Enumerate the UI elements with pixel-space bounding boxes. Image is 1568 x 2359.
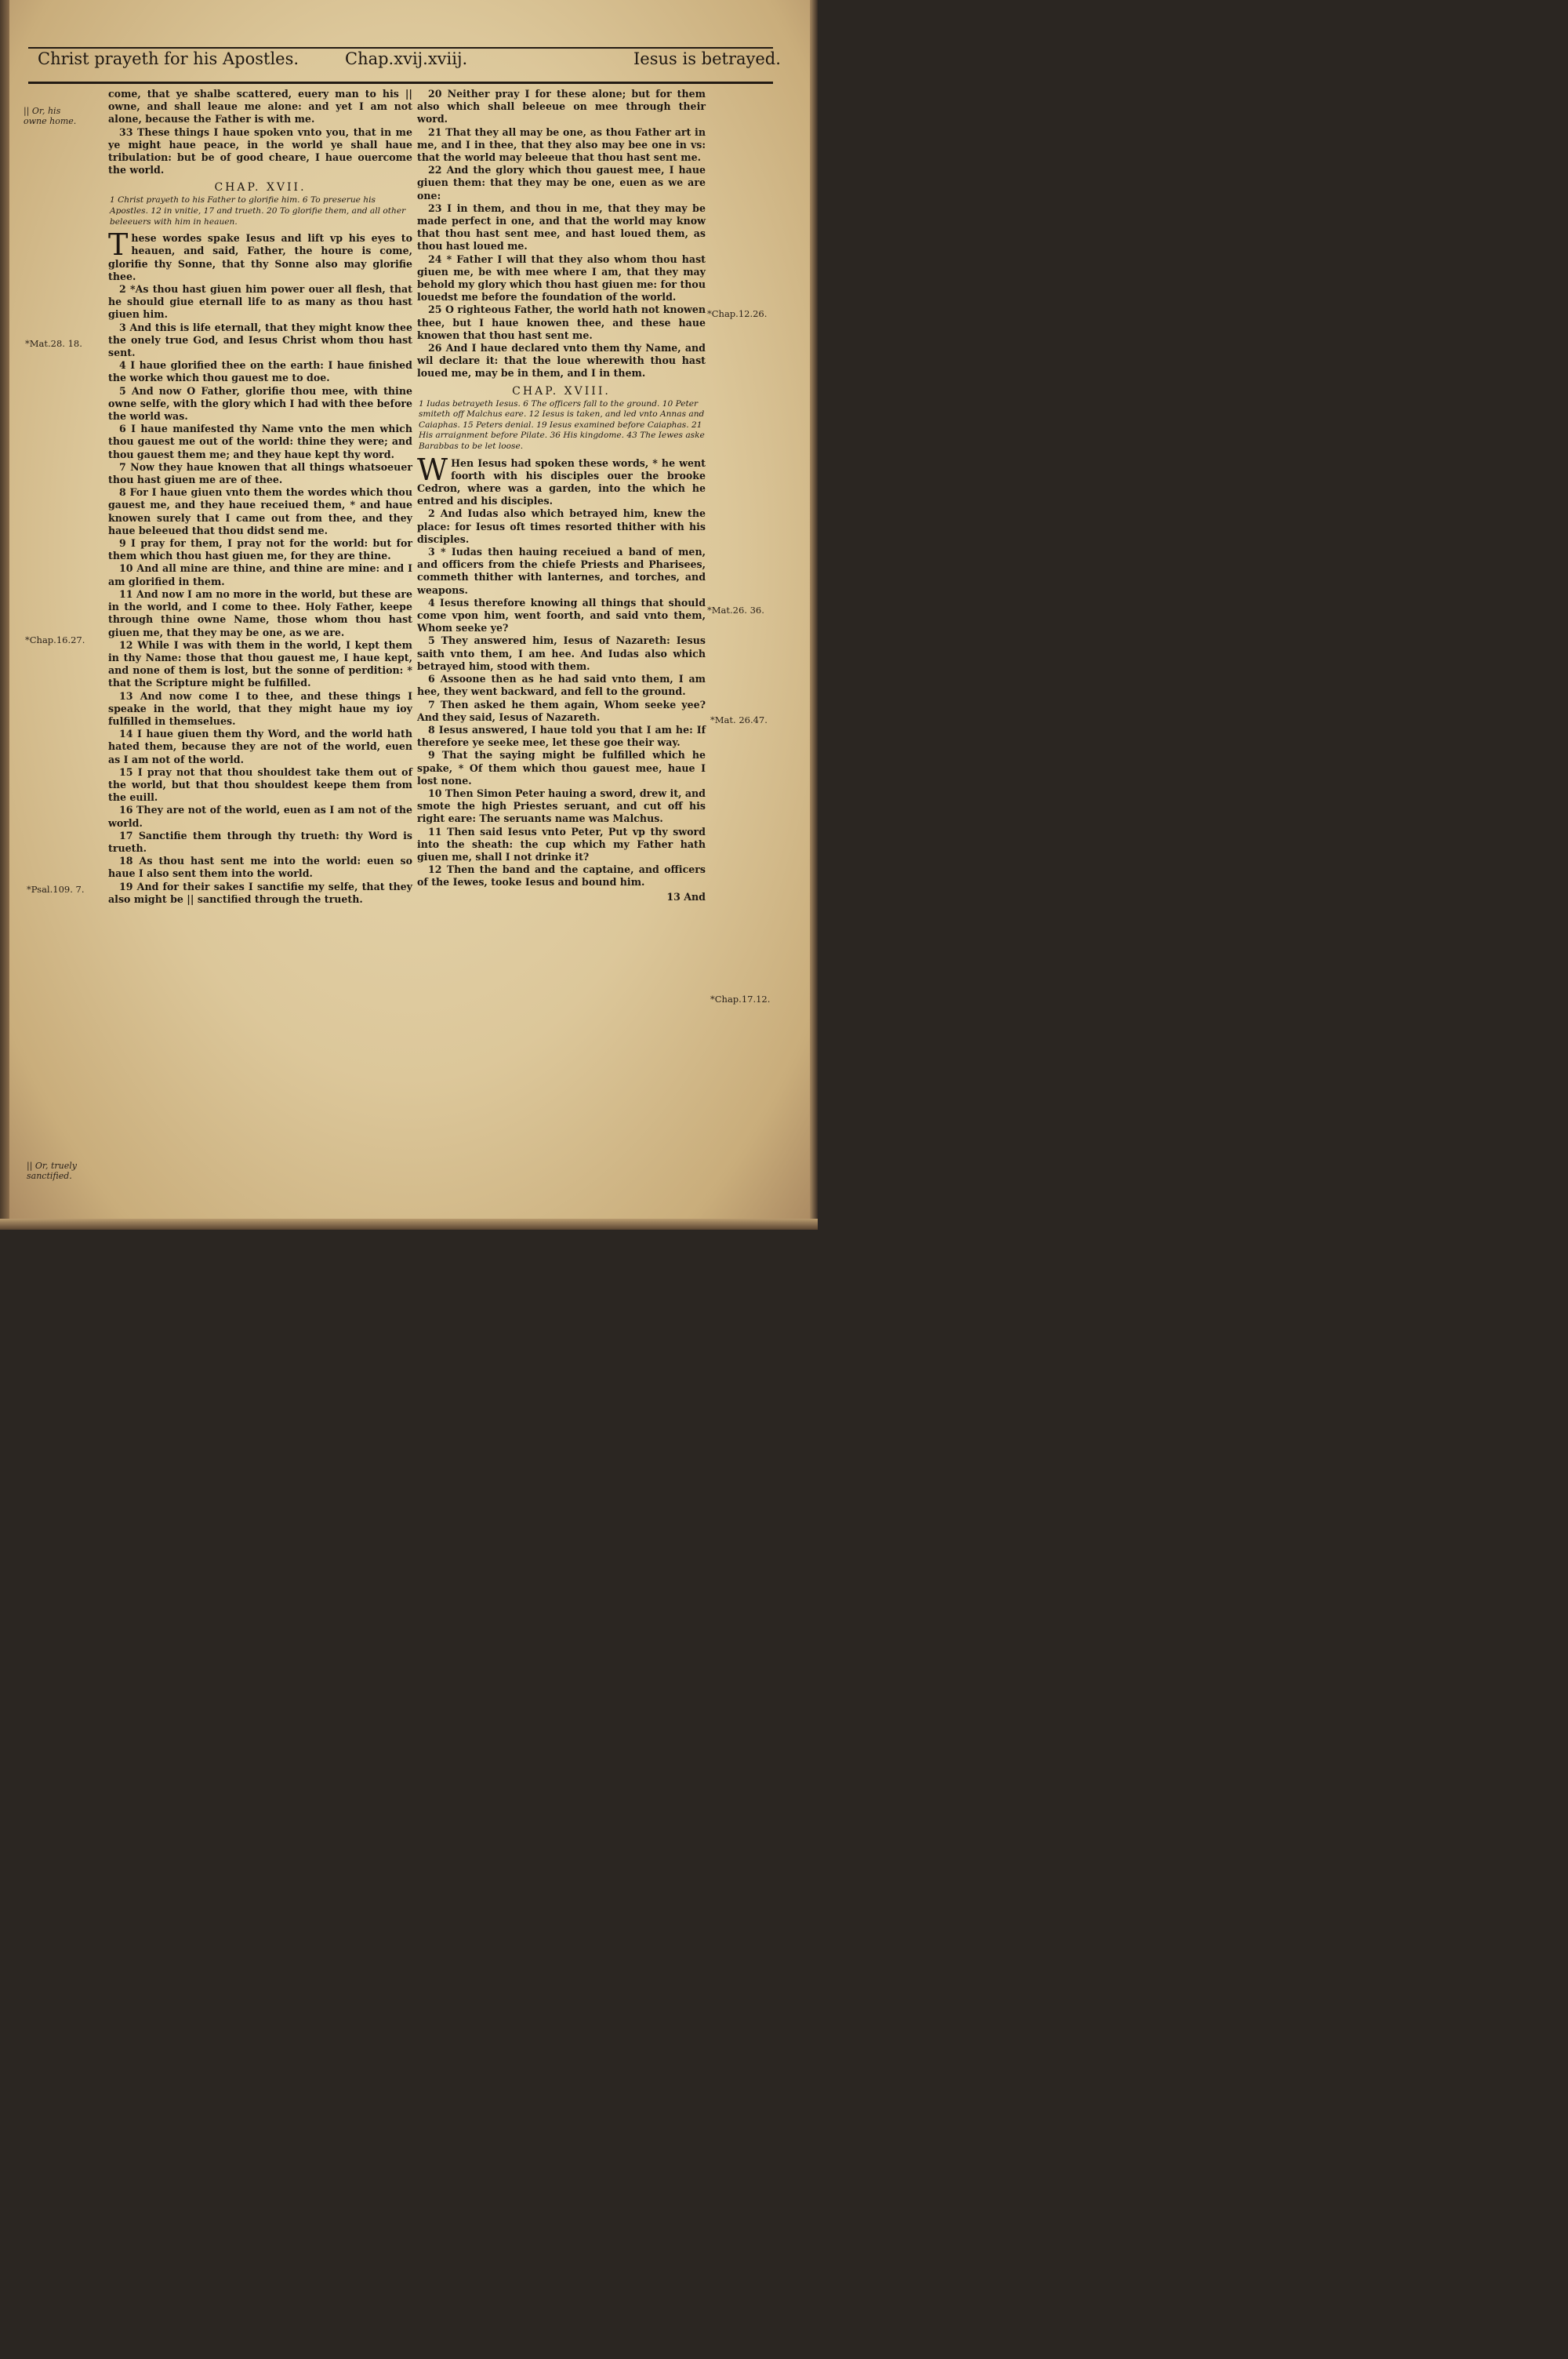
verse: 9 That the saying might be fulfilled which he spake, * Of them which thou gauest mee, haue I lost none. [417, 749, 706, 787]
verse: 22 And the glory which thou gauest mee, I haue giuen them: that they may be one, euen as we are one: [417, 164, 706, 202]
verse: 16 They are not of the world, euen as I am not of the world. [108, 804, 412, 829]
margin-note: *Psal.109. 7. [27, 884, 85, 895]
verse: 12 Then the band and the captaine, and officers of the Iewes, tooke Iesus and bound him. [417, 863, 706, 889]
header-rule-bottom [28, 82, 773, 84]
margin-note: *Mat.26. 36. [707, 605, 764, 616]
verse: 6 Assoone then as he had said vnto them, I am hee, they went backward, and fell to the ground. [417, 673, 706, 698]
catchword: 13 And [666, 890, 706, 903]
margin-note: *Mat. 26.47. [710, 714, 768, 725]
margin-note: || Or, truely sanctified. [27, 1161, 77, 1181]
verse: 33 These things I haue spoken vnto you, that in me ye might haue peace, in the world ye shall haue tribulation: but be of good cheare, I haue ouercome the world. [108, 125, 412, 176]
verse: 21 That they all may be one, as thou Father art in me, and I in thee, that they also may bee one in vs: that the world may beleeue that thou hast sent me. [417, 125, 706, 164]
right-column [417, 88, 706, 903]
margin-note: || Or, his owne home. [24, 106, 77, 126]
verse: 14 I haue giuen them thy Word, and the world hath hated them, because they are not of the world, euen as I am not of the world. [108, 728, 412, 765]
verse: 11 And now I am no more in the world, but these are in the world, and I come to thee. Holy Father, keepe through thine owne Name, those whom thou hast giuen me, that they may be one, as we are. [108, 587, 412, 638]
verse: 24 * Father I will that they also whom thou hast giuen me, be with mee where I am, that they may behold my glory which thou hast giuen me: for thou louedst me before the foundation of the world. [417, 253, 706, 304]
page-edge-left [0, 0, 9, 1230]
verse: 12 While I was with them in the world, I kept them in thy Name: those that thou gauest me, I haue kept, and none of them is lost, but the sonne of perdition: * that the Scripture might be fulfilled. [108, 638, 412, 689]
verse: hese wordes spake Iesus and lift vp his eyes to heauen, and said, Father, the houre is come, glorifie thy Sonne, that thy Sonne also may glorifie thee. [108, 232, 412, 282]
verse: 23 I in them, and thou in me, that they may be made perfect in one, and that the world may know that thou hast sent mee, and hast loued them, as thou hast loued me. [417, 202, 706, 253]
verse: 3 And this is life eternall, that they might know thee the onely true God, and Iesus Christ whom thou hast sent. [108, 321, 412, 359]
verse: 8 Iesus answered, I haue told you that I am he: If therefore ye seeke mee, let these goe their way. [417, 723, 706, 749]
verse: 7 Then asked he them again, Whom seeke yee? And they said, Iesus of Nazareth. [417, 698, 706, 723]
verse: 6 I haue manifested thy Name vnto the men which thou gauest me out of the world: thine they were; and thou gauest them me; and they haue kept thy word. [108, 423, 412, 460]
running-head-left: Christ prayeth for his Apostles. [38, 49, 299, 68]
verse: 10 Then Simon Peter hauing a sword, drew it, and smote the high Priestes seruant, and cut off his right eare: The seruants name was Malchus. [417, 787, 706, 825]
verse: 25 O righteous Father, the world hath not knowen thee, but I haue knowen thee, and these haue knowen that thou hast sent me. [417, 304, 706, 341]
verse: 9 I pray for them, I pray not for the world: but for them which thou hast giuen me, for they are thine. [108, 537, 412, 562]
left-column [108, 88, 412, 906]
verse: 5 And now O Father, glorifie thou mee, with thine owne selfe, with the glory which I had with thee before the world was. [108, 384, 412, 423]
verse: 7 Now they haue knowen that all things whatsoeuer thou hast giuen me are of thee. [108, 460, 412, 486]
chapter-summary: 1 Iudas betrayeth Iesus. 6 The officers fall to the ground. 10 Peter smiteth off Malchus eare. 12 Iesus is taken, and led vnto Annas and Caiaphas. 15 Peters denial. 19 Iesus examined before Caiaphas. 21 His arraignment before Pilate. 36 His kingdome. 43 The Iewes aske Barabbas to be let loose. [419, 398, 705, 452]
verse: 8 For I haue giuen vnto them the wordes which thou gauest me, and they haue receiued them, * and haue knowen surely that I came out from thee, and they haue beleeued that thou didst send me. [108, 486, 412, 536]
verse: 5 They answered him, Iesus of Nazareth: Iesus saith vnto them, I am hee. And Iudas also which betrayed him, stood with them. [417, 634, 706, 672]
verse: 10 And all mine are thine, and thine are mine: and I am glorified in them. [108, 562, 412, 587]
page-edge-bottom [0, 1219, 818, 1230]
verse: 17 Sanctifie them through thy trueth: thy Word is trueth. [108, 829, 412, 854]
running-head-right: Iesus is betrayed. [633, 49, 781, 68]
margin-note: *Chap.17.12. [710, 994, 771, 1005]
margin-note: *Chap.16.27. [25, 634, 85, 645]
verse: 19 And for their sakes I sanctifie my selfe, that they also might be || sanctified through the trueth. [108, 880, 412, 905]
verse: 26 And I haue declared vnto them thy Name, and wil declare it: that the loue wherewith thou hast loued me, may be in them, and I in them. [417, 342, 706, 380]
verse: 2 *As thou hast giuen him power ouer all flesh, that he should giue eternall life to as many as thou hast giuen him. [108, 283, 412, 321]
verse: 4 I haue glorified thee on the earth: I haue finished the worke which thou gauest me to doe. [108, 359, 412, 384]
running-head-chapter: Chap.xvij.xviij. [345, 49, 468, 68]
verse: 13 And now come I to thee, and these things I speake in the world, that they might haue my ioy fulfilled in themselues. [108, 689, 412, 727]
verse: 20 Neither pray I for these alone; but for them also which shall beleeue on mee through their word. [417, 88, 706, 125]
chapter-heading: CHAP. XVII. [214, 181, 307, 194]
verse: 15 I pray not that thou shouldest take them out of the world, but that thou shouldest keepe them from the euill. [108, 765, 412, 804]
chapter-summary: 1 Christ prayeth to his Father to glorifie him. 6 To preserue his Apostles. 12 in vnitie, 17 and trueth. 20 To glorifie them, and all other beleeuers with him in heauen. [110, 195, 406, 227]
page-edge-right [810, 0, 818, 1230]
margin-note: *Chap.12.26. [707, 308, 768, 319]
verse: 4 Iesus therefore knowing all things that should come vpon him, went foorth, and said vnto them, Whom seeke ye? [417, 596, 706, 634]
margin-note: *Mat.28. 18. [25, 338, 82, 349]
drop-cap: T [108, 227, 129, 263]
drop-cap: W [417, 452, 448, 487]
header-rule-top [28, 47, 773, 49]
verse: 3 * Iudas then hauing receiued a band of men, and officers from the chiefe Priests and Pharisees, commeth thither with lanternes, and torches, and weapons. [417, 546, 706, 596]
verse: come, that ye shalbe scattered, euery man to his || owne, and shall leaue me alone: and yet I am not alone, because the Father is with me. [108, 88, 412, 125]
chapter-heading: CHAP. XVIII. [512, 384, 611, 398]
bible-page [0, 0, 818, 1230]
verse: 11 Then said Iesus vnto Peter, Put vp thy sword into the sheath: the cup which my Father hath giuen me, shall I not drinke it? [417, 825, 706, 863]
verse: 18 As thou hast sent me into the world: euen so haue I also sent them into the world. [108, 855, 412, 880]
verse: 2 And Iudas also which betrayed him, knew the place: for Iesus oft times resorted thither with his disciples. [417, 507, 706, 545]
verse: Hen Iesus had spoken these words, * he went foorth with his disciples ouer the brooke Cedron, where was a garden, into the which he entred and his disciples. [417, 456, 706, 507]
